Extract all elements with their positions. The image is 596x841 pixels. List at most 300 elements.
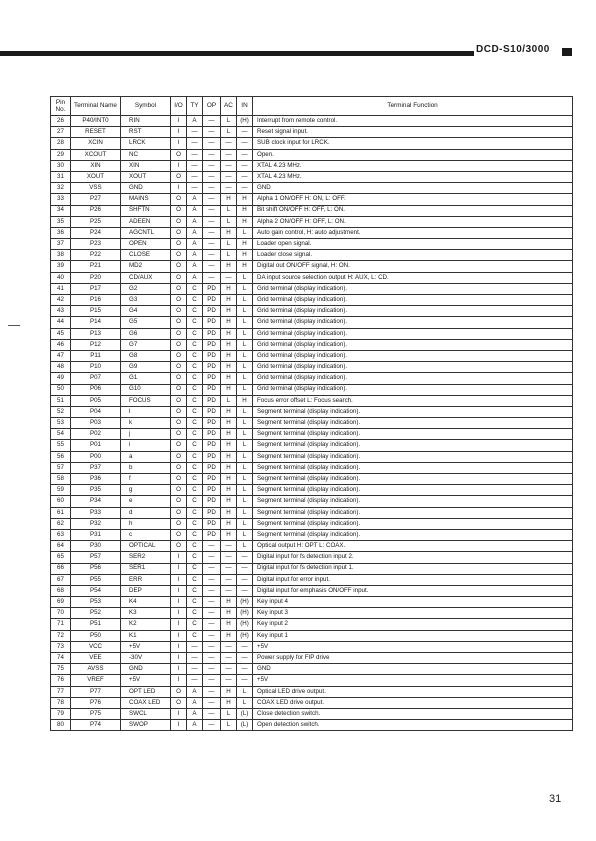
cell-pin-no: 59 xyxy=(51,485,71,496)
cell-terminal-name: P24 xyxy=(71,227,121,238)
cell-terminal-function: Key input 4 xyxy=(253,597,573,608)
cell-io: I xyxy=(171,552,187,563)
cell-terminal-function: XTAL 4.23 MHz. xyxy=(253,160,573,171)
cell-in: H xyxy=(237,205,253,216)
table-row xyxy=(51,406,573,417)
table-row xyxy=(51,429,573,440)
cell-io: O xyxy=(171,216,187,227)
cell-ty: A xyxy=(187,697,203,708)
cell-op: PD xyxy=(203,440,221,451)
cell-pin-no: 53 xyxy=(51,418,71,429)
cell-symbol: l xyxy=(121,406,171,417)
cell-terminal-function: Grid terminal (display indication). xyxy=(253,362,573,373)
header-ty: TY xyxy=(187,97,203,116)
table-row xyxy=(51,474,573,485)
cell-terminal-function: Loader open signal. xyxy=(253,239,573,250)
cell-terminal-name: P10 xyxy=(71,362,121,373)
cell-op: — xyxy=(203,116,221,127)
cell-terminal-name: P36 xyxy=(71,474,121,485)
header-pin-no: Pin No. xyxy=(51,97,71,116)
table-row xyxy=(51,451,573,462)
table-row xyxy=(51,653,573,664)
cell-pin-no: 45 xyxy=(51,328,71,339)
cell-terminal-name: P77 xyxy=(71,686,121,697)
cell-terminal-name: P34 xyxy=(71,496,121,507)
cell-in: L xyxy=(237,283,253,294)
table-row xyxy=(51,138,573,149)
cell-pin-no: 47 xyxy=(51,350,71,361)
cell-pin-no: 55 xyxy=(51,440,71,451)
cell-io: O xyxy=(171,261,187,272)
cell-symbol: NC xyxy=(121,149,171,160)
cell-ty: C xyxy=(187,362,203,373)
cell-op: PD xyxy=(203,451,221,462)
cell-terminal-function: Segment terminal (display indication). xyxy=(253,462,573,473)
cell-ty: C xyxy=(187,429,203,440)
cell-symbol: G4 xyxy=(121,306,171,317)
cell-terminal-name: P22 xyxy=(71,250,121,261)
cell-pin-no: 67 xyxy=(51,574,71,585)
table-row xyxy=(51,720,573,731)
cell-terminal-function: Segment terminal (display indication). xyxy=(253,406,573,417)
table-row xyxy=(51,597,573,608)
cell-symbol: b xyxy=(121,462,171,473)
table-row xyxy=(51,697,573,708)
cell-symbol: g xyxy=(121,485,171,496)
table-row xyxy=(51,462,573,473)
cell-symbol: G7 xyxy=(121,339,171,350)
cell-io: I xyxy=(171,563,187,574)
cell-pin-no: 69 xyxy=(51,597,71,608)
cell-op: PD xyxy=(203,429,221,440)
cell-pin-no: 34 xyxy=(51,205,71,216)
cell-terminal-name: P76 xyxy=(71,697,121,708)
cell-terminal-name: P21 xyxy=(71,261,121,272)
cell-ty: — xyxy=(187,138,203,149)
cell-pin-no: 44 xyxy=(51,317,71,328)
cell-op: PD xyxy=(203,295,221,306)
cell-symbol: G5 xyxy=(121,317,171,328)
cell-in: L xyxy=(237,339,253,350)
cell-terminal-function: Grid terminal (display indication). xyxy=(253,350,573,361)
cell-symbol: XIN xyxy=(121,160,171,171)
cell-ac: H xyxy=(221,619,237,630)
cell-io: O xyxy=(171,283,187,294)
cell-symbol: e xyxy=(121,496,171,507)
cell-io: I xyxy=(171,630,187,641)
cell-ty: C xyxy=(187,462,203,473)
cell-in: L xyxy=(237,406,253,417)
cell-terminal-name: RESET xyxy=(71,127,121,138)
cell-pin-no: 46 xyxy=(51,339,71,350)
cell-symbol: G9 xyxy=(121,362,171,373)
cell-symbol: k xyxy=(121,418,171,429)
cell-pin-no: 43 xyxy=(51,306,71,317)
cell-terminal-function: Segment terminal (display indication). xyxy=(253,440,573,451)
cell-ac: — xyxy=(221,149,237,160)
cell-ac: H xyxy=(221,317,237,328)
cell-in: — xyxy=(237,138,253,149)
table-row xyxy=(51,518,573,529)
cell-terminal-name: XIN xyxy=(71,160,121,171)
table-row xyxy=(51,205,573,216)
table-row xyxy=(51,708,573,719)
cell-symbol: ERR xyxy=(121,574,171,585)
cell-ac: H xyxy=(221,507,237,518)
cell-terminal-function: Grid terminal (display indication). xyxy=(253,283,573,294)
cell-pin-no: 39 xyxy=(51,261,71,272)
cell-op: PD xyxy=(203,496,221,507)
cell-ac: H xyxy=(221,518,237,529)
cell-terminal-name: VEE xyxy=(71,653,121,664)
cell-ty: A xyxy=(187,216,203,227)
table-row xyxy=(51,194,573,205)
cell-terminal-name: P52 xyxy=(71,608,121,619)
cell-ty: C xyxy=(187,585,203,596)
cell-terminal-function: Grid terminal (display indication). xyxy=(253,317,573,328)
cell-pin-no: 54 xyxy=(51,429,71,440)
cell-terminal-function: Alpha 1 ON/OFF H: ON, L: OFF. xyxy=(253,194,573,205)
cell-ty: C xyxy=(187,474,203,485)
cell-in: L xyxy=(237,384,253,395)
cell-op: PD xyxy=(203,328,221,339)
cell-ac: — xyxy=(221,552,237,563)
table-row xyxy=(51,160,573,171)
cell-terminal-name: P02 xyxy=(71,429,121,440)
cell-symbol: G6 xyxy=(121,328,171,339)
cell-symbol: f xyxy=(121,474,171,485)
table-row xyxy=(51,227,573,238)
page-number: 31 xyxy=(549,793,562,805)
cell-op: — xyxy=(203,585,221,596)
cell-in: L xyxy=(237,328,253,339)
cell-symbol: G1 xyxy=(121,373,171,384)
cell-op: PD xyxy=(203,339,221,350)
cell-terminal-name: P31 xyxy=(71,529,121,540)
cell-in: — xyxy=(237,563,253,574)
cell-terminal-function: Segment terminal (display indication). xyxy=(253,451,573,462)
cell-op: — xyxy=(203,216,221,227)
cell-io: I xyxy=(171,708,187,719)
cell-in: — xyxy=(237,664,253,675)
cell-symbol: SER1 xyxy=(121,563,171,574)
cell-in: L xyxy=(237,697,253,708)
cell-terminal-function: Auto gain control, H: auto adjustment. xyxy=(253,227,573,238)
table-row xyxy=(51,686,573,697)
cell-in: L xyxy=(237,462,253,473)
cell-in: H xyxy=(237,239,253,250)
cell-ac: H xyxy=(221,496,237,507)
cell-terminal-function: Digital input for emphasis ON/OFF input. xyxy=(253,585,573,596)
cell-ty: A xyxy=(187,686,203,697)
cell-ac: H xyxy=(221,697,237,708)
cell-op: PD xyxy=(203,462,221,473)
cell-io: O xyxy=(171,205,187,216)
cell-terminal-name: XCOUT xyxy=(71,149,121,160)
cell-ac: — xyxy=(221,541,237,552)
cell-symbol: MD2 xyxy=(121,261,171,272)
cell-op: — xyxy=(203,552,221,563)
cell-io: O xyxy=(171,317,187,328)
cell-ac: H xyxy=(221,306,237,317)
cell-ty: C xyxy=(187,406,203,417)
cell-op: PD xyxy=(203,418,221,429)
table-row xyxy=(51,418,573,429)
cell-symbol: CD/AUX xyxy=(121,272,171,283)
cell-pin-no: 75 xyxy=(51,664,71,675)
cell-io: I xyxy=(171,160,187,171)
cell-in: L xyxy=(237,373,253,384)
table-row xyxy=(51,675,573,686)
cell-ty: C xyxy=(187,283,203,294)
cell-io: O xyxy=(171,474,187,485)
cell-ac: — xyxy=(221,160,237,171)
cell-pin-no: 77 xyxy=(51,686,71,697)
cell-io: O xyxy=(171,306,187,317)
cell-io: O xyxy=(171,462,187,473)
cell-pin-no: 70 xyxy=(51,608,71,619)
table-row xyxy=(51,216,573,227)
cell-symbol: OPT LED xyxy=(121,686,171,697)
cell-ac: H xyxy=(221,529,237,540)
cell-io: O xyxy=(171,440,187,451)
cell-terminal-function: Digital out ON/OFF signal, H: ON. xyxy=(253,261,573,272)
cell-ac: H xyxy=(221,194,237,205)
cell-terminal-name: XOUT xyxy=(71,171,121,182)
table-row xyxy=(51,630,573,641)
cell-io: I xyxy=(171,619,187,630)
cell-terminal-function: Interrupt from remote control. xyxy=(253,116,573,127)
cell-pin-no: 73 xyxy=(51,641,71,652)
cell-terminal-name: VSS xyxy=(71,183,121,194)
cell-in: — xyxy=(237,160,253,171)
cell-in: L xyxy=(237,541,253,552)
cell-terminal-function: Grid terminal (display indication). xyxy=(253,328,573,339)
cell-ac: — xyxy=(221,138,237,149)
cell-ty: C xyxy=(187,451,203,462)
cell-ac: H xyxy=(221,373,237,384)
header-symbol: Symbol xyxy=(121,97,171,116)
cell-op: — xyxy=(203,608,221,619)
cell-pin-no: 76 xyxy=(51,675,71,686)
cell-pin-no: 79 xyxy=(51,708,71,719)
cell-op: — xyxy=(203,205,221,216)
cell-ty: — xyxy=(187,183,203,194)
cell-terminal-name: XCIN xyxy=(71,138,121,149)
cell-ty: C xyxy=(187,440,203,451)
cell-terminal-name: P17 xyxy=(71,283,121,294)
cell-in: (H) xyxy=(237,630,253,641)
cell-op: PD xyxy=(203,406,221,417)
cell-ty: A xyxy=(187,239,203,250)
cell-terminal-function: Grid terminal (display indication). xyxy=(253,306,573,317)
cell-io: O xyxy=(171,485,187,496)
cell-terminal-function: DA input source selection output H: AUX, L: CD. xyxy=(253,272,573,283)
cell-pin-no: 29 xyxy=(51,149,71,160)
cell-terminal-name: P54 xyxy=(71,585,121,596)
cell-ac: H xyxy=(221,440,237,451)
cell-in: — xyxy=(237,574,253,585)
cell-ty: C xyxy=(187,552,203,563)
cell-in: — xyxy=(237,552,253,563)
cell-ac: H xyxy=(221,339,237,350)
cell-op: — xyxy=(203,664,221,675)
cell-pin-no: 32 xyxy=(51,183,71,194)
table-row xyxy=(51,250,573,261)
cell-op: — xyxy=(203,149,221,160)
cell-op: — xyxy=(203,563,221,574)
cell-op: — xyxy=(203,708,221,719)
cell-io: O xyxy=(171,149,187,160)
cell-io: O xyxy=(171,697,187,708)
cell-terminal-name: P16 xyxy=(71,295,121,306)
cell-ac: H xyxy=(221,462,237,473)
cell-in: (H) xyxy=(237,619,253,630)
cell-pin-no: 66 xyxy=(51,563,71,574)
cell-symbol: ADEEN xyxy=(121,216,171,227)
cell-pin-no: 41 xyxy=(51,283,71,294)
cell-terminal-name: P74 xyxy=(71,720,121,731)
cell-op: PD xyxy=(203,283,221,294)
table-row xyxy=(51,339,573,350)
cell-pin-no: 60 xyxy=(51,496,71,507)
cell-ty: A xyxy=(187,116,203,127)
cell-io: O xyxy=(171,418,187,429)
cell-terminal-function: Key input 1 xyxy=(253,630,573,641)
cell-op: PD xyxy=(203,474,221,485)
cell-symbol: K3 xyxy=(121,608,171,619)
cell-in: L xyxy=(237,317,253,328)
cell-pin-no: 51 xyxy=(51,395,71,406)
cell-in: (H) xyxy=(237,116,253,127)
table-row xyxy=(51,317,573,328)
table-row xyxy=(51,272,573,283)
cell-terminal-name: P20 xyxy=(71,272,121,283)
cell-ac: — xyxy=(221,563,237,574)
table-row xyxy=(51,507,573,518)
cell-symbol: GND xyxy=(121,664,171,675)
cell-terminal-function: Optical LED drive output. xyxy=(253,686,573,697)
table-body xyxy=(51,116,573,731)
cell-symbol: -30V xyxy=(121,653,171,664)
table-row xyxy=(51,149,573,160)
cell-op: — xyxy=(203,261,221,272)
cell-terminal-function: Close detection switch. xyxy=(253,708,573,719)
cell-in: H xyxy=(237,216,253,227)
header-rule xyxy=(0,51,474,56)
cell-ty: — xyxy=(187,664,203,675)
cell-terminal-name: P11 xyxy=(71,350,121,361)
table-row xyxy=(51,328,573,339)
cell-terminal-function: Bit shift ON/OFF H: OFF, L: ON. xyxy=(253,205,573,216)
cell-op: PD xyxy=(203,507,221,518)
cell-terminal-function: +5V xyxy=(253,641,573,652)
cell-terminal-name: P23 xyxy=(71,239,121,250)
cell-io: I xyxy=(171,183,187,194)
cell-ty: C xyxy=(187,630,203,641)
cell-pin-no: 37 xyxy=(51,239,71,250)
cell-ty: C xyxy=(187,384,203,395)
cell-symbol: SWOP xyxy=(121,720,171,731)
cell-in: (L) xyxy=(237,720,253,731)
cell-ac: H xyxy=(221,686,237,697)
cell-terminal-name: P33 xyxy=(71,507,121,518)
table-row xyxy=(51,485,573,496)
cell-pin-no: 61 xyxy=(51,507,71,518)
cell-symbol: K2 xyxy=(121,619,171,630)
cell-terminal-name: P35 xyxy=(71,485,121,496)
table-row xyxy=(51,373,573,384)
cell-ty: C xyxy=(187,317,203,328)
cell-op: PD xyxy=(203,485,221,496)
cell-ac: H xyxy=(221,261,237,272)
cell-symbol: CLOSE xyxy=(121,250,171,261)
header-io: I/O xyxy=(171,97,187,116)
cell-pin-no: 42 xyxy=(51,295,71,306)
cell-in: H xyxy=(237,395,253,406)
cell-ac: — xyxy=(221,574,237,585)
cell-ty: A xyxy=(187,720,203,731)
cell-terminal-name: P56 xyxy=(71,563,121,574)
cell-io: O xyxy=(171,194,187,205)
table-row xyxy=(51,171,573,182)
cell-symbol: K1 xyxy=(121,630,171,641)
cell-pin-no: 28 xyxy=(51,138,71,149)
cell-terminal-function: SUB clock input for LRCK. xyxy=(253,138,573,149)
cell-io: I xyxy=(171,127,187,138)
table-row xyxy=(51,552,573,563)
cell-ty: C xyxy=(187,306,203,317)
cell-terminal-name: P27 xyxy=(71,194,121,205)
cell-symbol: MAINS xyxy=(121,194,171,205)
cell-pin-no: 64 xyxy=(51,541,71,552)
cell-op: PD xyxy=(203,373,221,384)
cell-symbol: i xyxy=(121,440,171,451)
cell-op: — xyxy=(203,171,221,182)
cell-in: L xyxy=(237,485,253,496)
cell-ac: H xyxy=(221,295,237,306)
cell-symbol: SER2 xyxy=(121,552,171,563)
cell-terminal-name: P05 xyxy=(71,395,121,406)
cell-op: — xyxy=(203,720,221,731)
cell-symbol: RIN xyxy=(121,116,171,127)
cell-io: O xyxy=(171,171,187,182)
cell-pin-no: 27 xyxy=(51,127,71,138)
table-row xyxy=(51,295,573,306)
cell-symbol: G8 xyxy=(121,350,171,361)
cell-terminal-name: P30 xyxy=(71,541,121,552)
cell-terminal-name: P40/INT0 xyxy=(71,116,121,127)
cell-terminal-function: Segment terminal (display indication). xyxy=(253,529,573,540)
cell-io: O xyxy=(171,451,187,462)
cell-symbol: SHFTN xyxy=(121,205,171,216)
cell-terminal-function: Grid terminal (display indication). xyxy=(253,295,573,306)
table-row xyxy=(51,127,573,138)
cell-op: — xyxy=(203,160,221,171)
cell-pin-no: 57 xyxy=(51,462,71,473)
cell-ac: H xyxy=(221,328,237,339)
cell-ty: C xyxy=(187,518,203,529)
cell-symbol: a xyxy=(121,451,171,462)
cell-io: O xyxy=(171,328,187,339)
cell-in: L xyxy=(237,507,253,518)
cell-symbol: j xyxy=(121,429,171,440)
cell-io: O xyxy=(171,384,187,395)
cell-symbol: G10 xyxy=(121,384,171,395)
table-row xyxy=(51,350,573,361)
cell-terminal-function: Focus error offset L: Focus search. xyxy=(253,395,573,406)
table-row xyxy=(51,541,573,552)
